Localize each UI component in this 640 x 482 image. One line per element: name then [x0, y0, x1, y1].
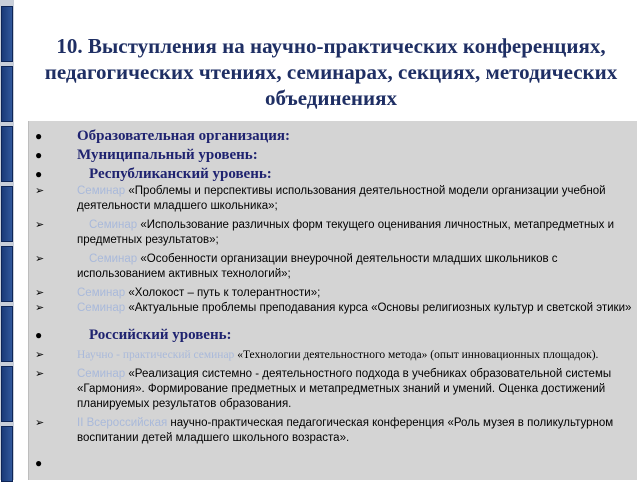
republic-item: [29, 218, 637, 248]
side-tab: [1, 126, 13, 182]
item-text: «Актуальные проблемы преподавания курса «Основы религиозных культур и светской этики»: [125, 302, 632, 314]
item-label: II Всероссийская: [77, 417, 168, 429]
arrow-bullet-icon: ➢: [35, 302, 45, 314]
disc-bullet-icon: ●: [35, 129, 43, 143]
side-tab: [1, 246, 13, 302]
side-tab: [1, 6, 13, 62]
republic-item: [29, 184, 637, 214]
arrow-bullet-icon: ➢: [35, 417, 45, 429]
level-russian: [29, 326, 637, 345]
level-municipal: [29, 146, 637, 165]
side-tab: [1, 186, 13, 242]
arrow-bullet-icon: ➢: [35, 253, 45, 265]
empty-bullet-line: [29, 454, 637, 473]
disc-bullet-icon: ●: [35, 328, 43, 342]
arrow-bullet-icon: ➢: [35, 368, 45, 380]
side-tab: [1, 66, 13, 122]
slide-content: [28, 121, 637, 480]
content-list: [29, 127, 637, 473]
disc-bullet-icon: ●: [35, 456, 43, 470]
item-label: Семинар: [89, 253, 138, 265]
side-tab: [1, 426, 13, 482]
item-text: «Использование различных форм текущего оценивания личностных, метапредметных и предметных результатов»;: [77, 219, 615, 246]
arrow-bullet-icon: ➢: [35, 349, 45, 361]
item-label: Научно - практический семинар: [77, 349, 235, 361]
left-decorative-band: [0, 0, 14, 480]
republic-item: [29, 252, 637, 282]
item-text: «Особенности организации внеурочной деятельности младших школьников с использованием активных технологий»;: [77, 253, 558, 280]
russian-item: [29, 348, 637, 363]
item-label: Семинар: [77, 302, 126, 314]
slide-title-area: [28, 22, 634, 122]
disc-bullet-icon: ●: [35, 167, 43, 181]
level-russian-label: Российский уровень:: [89, 327, 232, 343]
arrow-bullet-icon: ➢: [35, 185, 45, 197]
item-text: «Реализация системно - деятельностного подхода в учебниках образовательной системы «Гармония». Формирование предметных и метапредметных знаний и умений. Оценка достижений планируемых результатов образования.: [77, 368, 612, 410]
item-text: научно-практическая педагогическая конференция «Роль музея в поликультурном воспитании детей младшего школьного возраста».: [77, 417, 614, 444]
level-republic-label: Республиканский уровень:: [89, 166, 272, 182]
item-text: «Технологии деятельностного метода» (опыт инновационных площадок).: [234, 349, 599, 361]
arrow-bullet-icon: ➢: [35, 287, 45, 299]
level-municipal-label: Муниципальный уровень:: [77, 147, 258, 163]
level-org-label: Образовательная организация:: [77, 128, 291, 144]
side-tab: [1, 366, 13, 422]
russian-item: [29, 367, 637, 412]
item-label: Семинар: [77, 185, 126, 197]
arrow-bullet-icon: ➢: [35, 219, 45, 231]
disc-bullet-icon: ●: [35, 148, 43, 162]
item-label: Семинар: [77, 287, 126, 299]
item-text: «Холокост – путь к толерантности»;: [125, 287, 321, 299]
republic-item: [29, 286, 637, 301]
republic-item: [29, 301, 637, 316]
level-org: [29, 127, 637, 146]
item-label: Семинар: [89, 219, 138, 231]
side-tab: [1, 306, 13, 362]
slide-title: 10. Выступления на научно-практических конференциях, педагогических чтениях, семинарах, секциях, методических объединениях: [44, 34, 618, 110]
item-text: «Проблемы и перспективы использования деятельностной модели организации учебной деятельности младшего школьника»;: [77, 185, 606, 212]
russian-item: [29, 416, 637, 446]
level-republic: [29, 165, 637, 184]
item-label: Семинар: [77, 368, 126, 380]
